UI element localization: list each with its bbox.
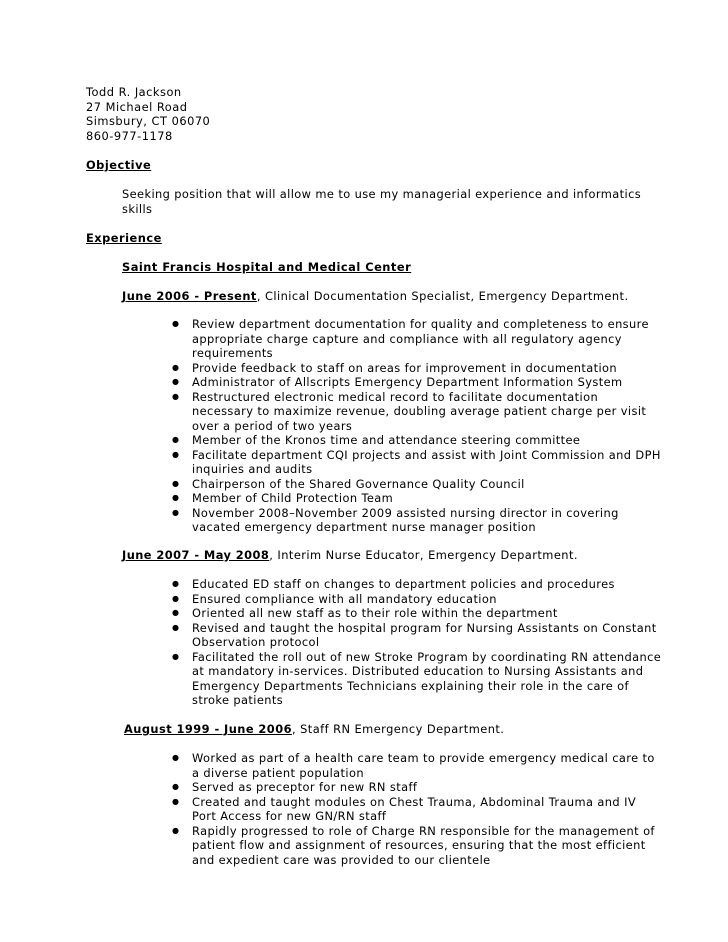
list-item: ● Facilitated the roll out of new Stroke Program by coordinating RN attendance at mandatory in-services. Distributed education to Nursing Assistants and Emergency Departments Technicians explaining their role in the care of stroke patients bbox=[192, 650, 662, 708]
role-3-line bbox=[124, 722, 504, 736]
role-1-dates: June 2006 - Present bbox=[122, 289, 257, 303]
list-item: ● Administrator of Allscripts Emergency Department Information System bbox=[192, 375, 662, 390]
role-3-bullets bbox=[192, 751, 662, 867]
role-1-title: , Clinical Documentation Specialist, Emergency Department. bbox=[256, 289, 629, 303]
list-item: ● Revised and taught the hospital program for Nursing Assistants on Constant Observation protocol bbox=[192, 621, 662, 650]
role-1-line bbox=[122, 289, 629, 303]
list-item: ● Member of the Kronos time and attendance steering committee bbox=[192, 433, 662, 448]
list-item: ● Served as preceptor for new RN staff bbox=[192, 780, 662, 795]
list-item: ● Oriented all new staff as to their role within the department bbox=[192, 606, 662, 621]
role-1-bullets bbox=[192, 317, 662, 535]
objective-text: Seeking position that will allow me to use my managerial experience and informatics skills bbox=[122, 187, 642, 216]
role-2-line bbox=[122, 548, 578, 562]
contact-city: Simsbury, CT 06070 bbox=[86, 114, 211, 129]
contact-phone: 860-977-1178 bbox=[86, 128, 173, 143]
role-2-bullets bbox=[192, 577, 662, 708]
role-3-title: , Staff RN Emergency Department. bbox=[291, 722, 505, 736]
role-3-dates: August 1999 - June 2006 bbox=[124, 722, 292, 736]
contact-name: Todd R. Jackson bbox=[86, 85, 182, 99]
role-2-title: , Interim Nurse Educator, Emergency Department. bbox=[269, 548, 578, 562]
employer-name: Saint Francis Hospital and Medical Center bbox=[122, 260, 412, 274]
contact-block bbox=[86, 85, 210, 143]
list-item: ● Created and taught modules on Chest Trauma, Abdominal Trauma and IV Port Access for new GN/RN staff bbox=[192, 795, 662, 824]
list-item: ● Provide feedback to staff on areas for improvement in documentation bbox=[192, 361, 662, 376]
list-item: ● Worked as part of a health care team to provide emergency medical care to a diverse patient population bbox=[192, 751, 662, 780]
contact-street: 27 Michael Road bbox=[86, 99, 188, 114]
role-2-dates: June 2007 - May 2008 bbox=[122, 548, 270, 562]
list-item: ● Facilitate department CQI projects and assist with Joint Commission and DPH inquiries and audits bbox=[192, 448, 662, 477]
list-item: ● Review department documentation for quality and completeness to ensure appropriate charge capture and compliance with all regulatory agency requirements bbox=[192, 317, 662, 361]
list-item: ● Rapidly progressed to role of Charge RN responsible for the management of patient flow and assignment of resources, ensuring that the most efficient and expedient care was provided to our clientele bbox=[192, 824, 662, 868]
list-item: ● Ensured compliance with all mandatory education bbox=[192, 592, 662, 607]
experience-heading: Experience bbox=[86, 231, 162, 245]
list-item: ● Restructured electronic medical record to facilitate documentation necessary to maximize revenue, doubling average patient charge per visit over a period of two years bbox=[192, 390, 662, 434]
list-item: ● November 2008–November 2009 assisted nursing director in covering vacated emergency department nurse manager position bbox=[192, 506, 662, 535]
list-item: ● Chairperson of the Shared Governance Quality Council bbox=[192, 477, 662, 492]
list-item: ● Educated ED staff on changes to department policies and procedures bbox=[192, 577, 662, 592]
list-item: ● Member of Child Protection Team bbox=[192, 491, 662, 506]
objective-heading: Objective bbox=[86, 158, 152, 172]
